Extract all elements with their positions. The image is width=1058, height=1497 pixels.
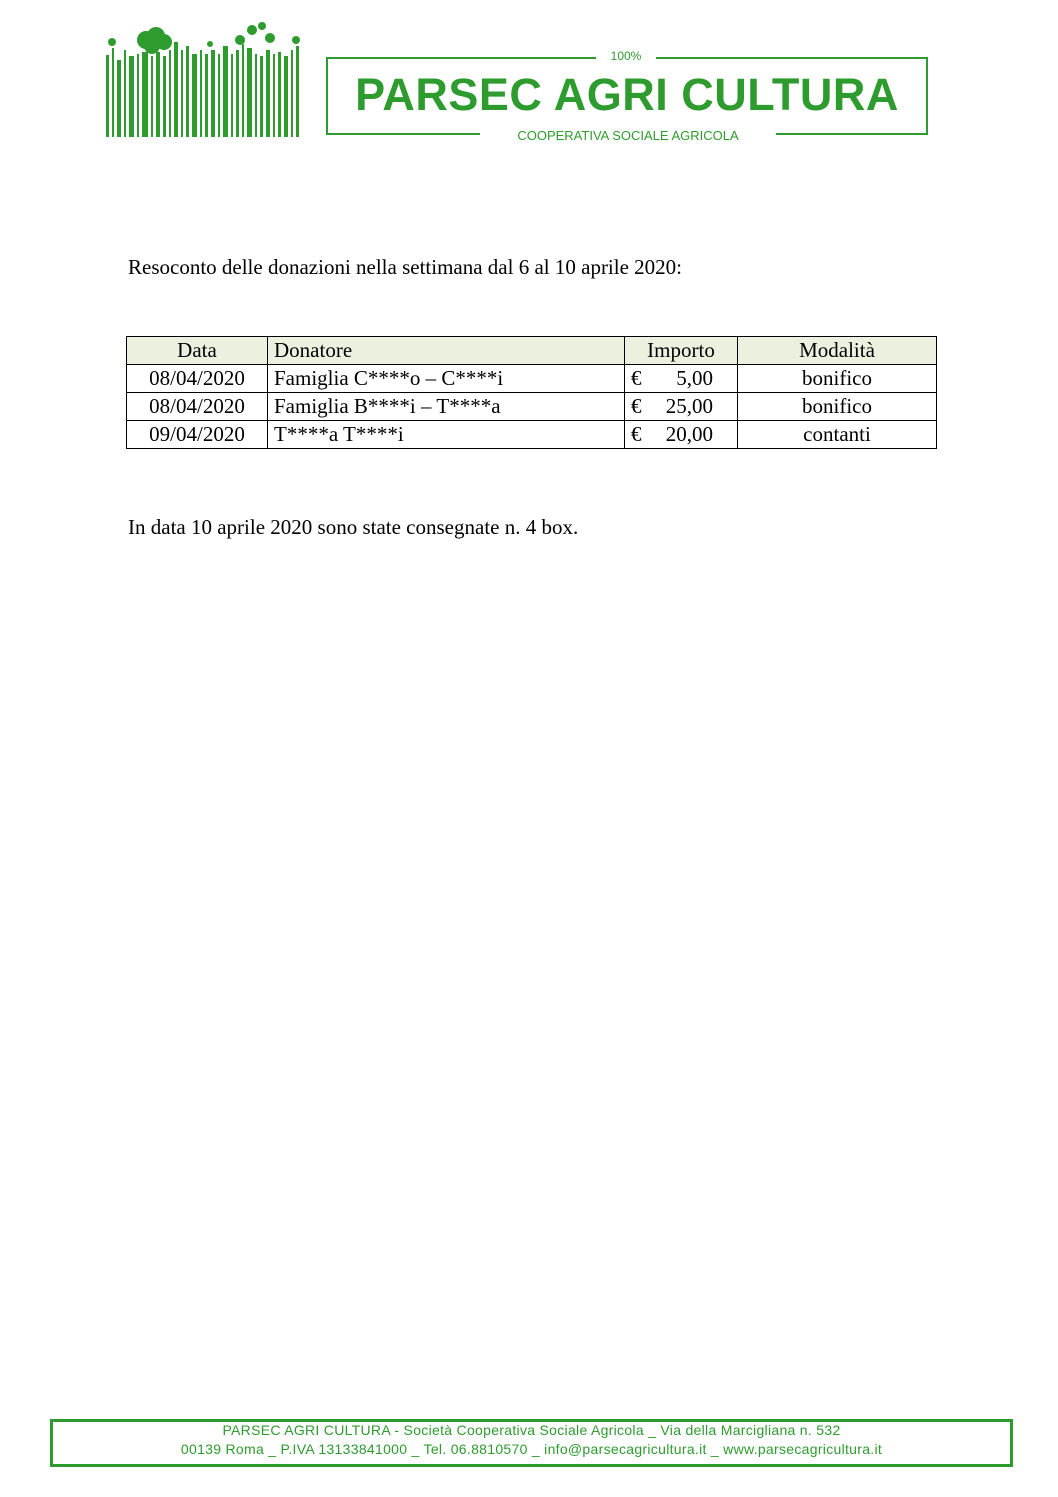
table-header-row [127, 337, 937, 365]
table-row [127, 365, 937, 393]
row-amount [625, 421, 738, 449]
footer-line-2: 00139 Roma _ P.IVA 13133841000 _ Tel. 06.8810570 _ info@parsecagricultura.it _ www.parsecagricultura.it [180, 1441, 883, 1457]
header-mode: Modalità [738, 337, 937, 365]
row-donor: Famiglia C****o – C****i [268, 365, 625, 393]
brand-subtitle: COOPERATIVA SOCIALE AGRICOLA [480, 127, 776, 145]
row-date: 08/04/2020 [127, 393, 268, 421]
row-date: 08/04/2020 [127, 365, 268, 393]
currency-symbol: € [631, 394, 642, 418]
header-date: Data [127, 337, 268, 365]
delivery-note: In data 10 aprile 2020 sono state consegnate n. 4 box. [128, 515, 579, 539]
header-donor: Donatore [268, 337, 625, 365]
amount-value: 20,00 [665, 422, 713, 446]
amount-value: 25,00 [665, 394, 713, 418]
brand-top-label: 100% [596, 47, 656, 65]
row-donor: Famiglia B****i – T****a [268, 393, 625, 421]
row-mode: bonifico [738, 365, 937, 393]
table-row [127, 393, 937, 421]
row-date: 09/04/2020 [127, 421, 268, 449]
row-amount [625, 393, 738, 421]
currency-symbol: € [631, 422, 642, 446]
row-donor: T****a T****i [268, 421, 625, 449]
table-row [127, 421, 937, 449]
footer-line-1: PARSEC AGRI CULTURA - Società Cooperativa Sociale Agricola _ Via della Marcigliana n. 532 [222, 1422, 841, 1438]
row-amount [625, 365, 738, 393]
row-mode: contanti [738, 421, 937, 449]
amount-value: 5,00 [676, 366, 713, 390]
donations-table [126, 336, 937, 449]
row-mode: bonifico [738, 393, 937, 421]
barcode-plant-logo-icon [100, 20, 305, 140]
intro-text: Resoconto delle donazioni nella settimana dal 6 al 10 aprile 2020: [128, 255, 683, 279]
header-amount: Importo [625, 337, 738, 365]
currency-symbol: € [631, 366, 642, 390]
brand-name: PARSEC AGRI CULTURA [355, 69, 899, 120]
